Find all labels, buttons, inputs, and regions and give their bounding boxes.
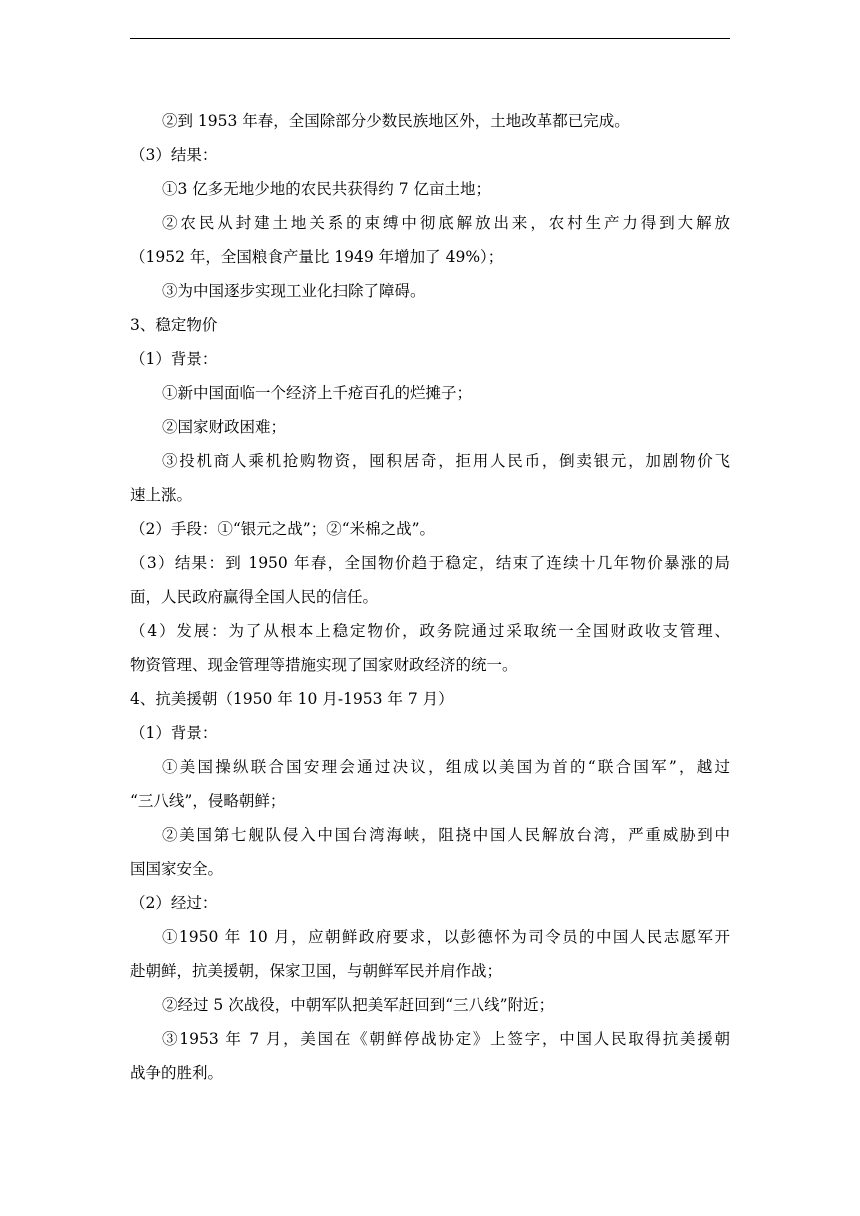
- text-line: ②农民从封建土地关系的束缚中彻底解放出来，农村生产力得到大解放: [162, 214, 730, 232]
- text-line: ①1950 年 10 月，应朝鲜政府要求，以彭德怀为司令员的中国人民志愿军开: [162, 928, 730, 946]
- text-line: 面，人民政府赢得全国人民的信任。: [130, 588, 379, 606]
- text-line: 4、抗美援朝（1950 年 10 月-1953 年 7 月）: [130, 690, 454, 708]
- text-line: ③投机商人乘机抢购物资，囤积居奇，拒用人民币，倒卖银元，加剧物价飞: [162, 452, 730, 470]
- text-line: （3）结果：: [130, 146, 218, 164]
- text-line: ③1953 年 7 月，美国在《朝鲜停战协定》上签字，中国人民取得抗美援朝: [162, 1030, 730, 1048]
- text-line: 速上涨。: [130, 486, 193, 504]
- text-line: 战争的胜利。: [130, 1064, 224, 1082]
- document-body: [130, 104, 730, 1090]
- text-line: ②美国第七舰队侵入中国台湾海峡，阻挠中国人民解放台湾，严重威胁到中: [162, 826, 730, 844]
- header-rule: [130, 38, 730, 39]
- text-line: 3、稳定物价: [130, 316, 218, 334]
- text-line: （2）手段：①“银元之战”；②“米棉之战”。: [130, 520, 436, 538]
- text-line: 赴朝鲜，抗美援朝，保家卫国，与朝鲜军民并肩作战；: [130, 962, 503, 980]
- text-line: 物资管理、现金管理等措施实现了国家财政经济的统一。: [130, 656, 518, 674]
- text-line: “三八线”，侵略朝鲜；: [130, 792, 286, 810]
- text-line: ③为中国逐步实现工业化扫除了障碍。: [162, 282, 426, 300]
- text-line: （3）结果：到 1950 年春，全国物价趋于稳定，结束了连续十几年物价暴涨的局: [130, 554, 730, 572]
- text-line: （1）背景：: [130, 724, 218, 742]
- text-line: ②经过 5 次战役，中朝军队把美军赶回到“三八线”附近；: [162, 996, 555, 1014]
- text-line: （2）经过：: [130, 894, 218, 912]
- text-line: ①美国操纵联合国安理会通过决议，组成以美国为首的“联合国军”，越过: [162, 758, 730, 776]
- text-line: （1952 年，全国粮食产量比 1949 年增加了 49%）；: [130, 248, 504, 266]
- text-line: ①新中国面临一个经济上千疮百孔的烂摊子；: [162, 384, 473, 402]
- text-line: （1）背景：: [130, 350, 218, 368]
- text-line: 国国家安全。: [130, 860, 224, 878]
- text-line: ②国家财政困难；: [162, 418, 287, 436]
- text-line: ①3 亿多无地少地的农民共获得约 7 亿亩土地；: [162, 180, 492, 198]
- text-line: ②到 1953 年春，全国除部分少数民族地区外，土地改革都已完成。: [162, 112, 630, 130]
- text-line: （4）发展：为了从根本上稳定物价，政务院通过采取统一全国财政收支管理、: [130, 622, 730, 640]
